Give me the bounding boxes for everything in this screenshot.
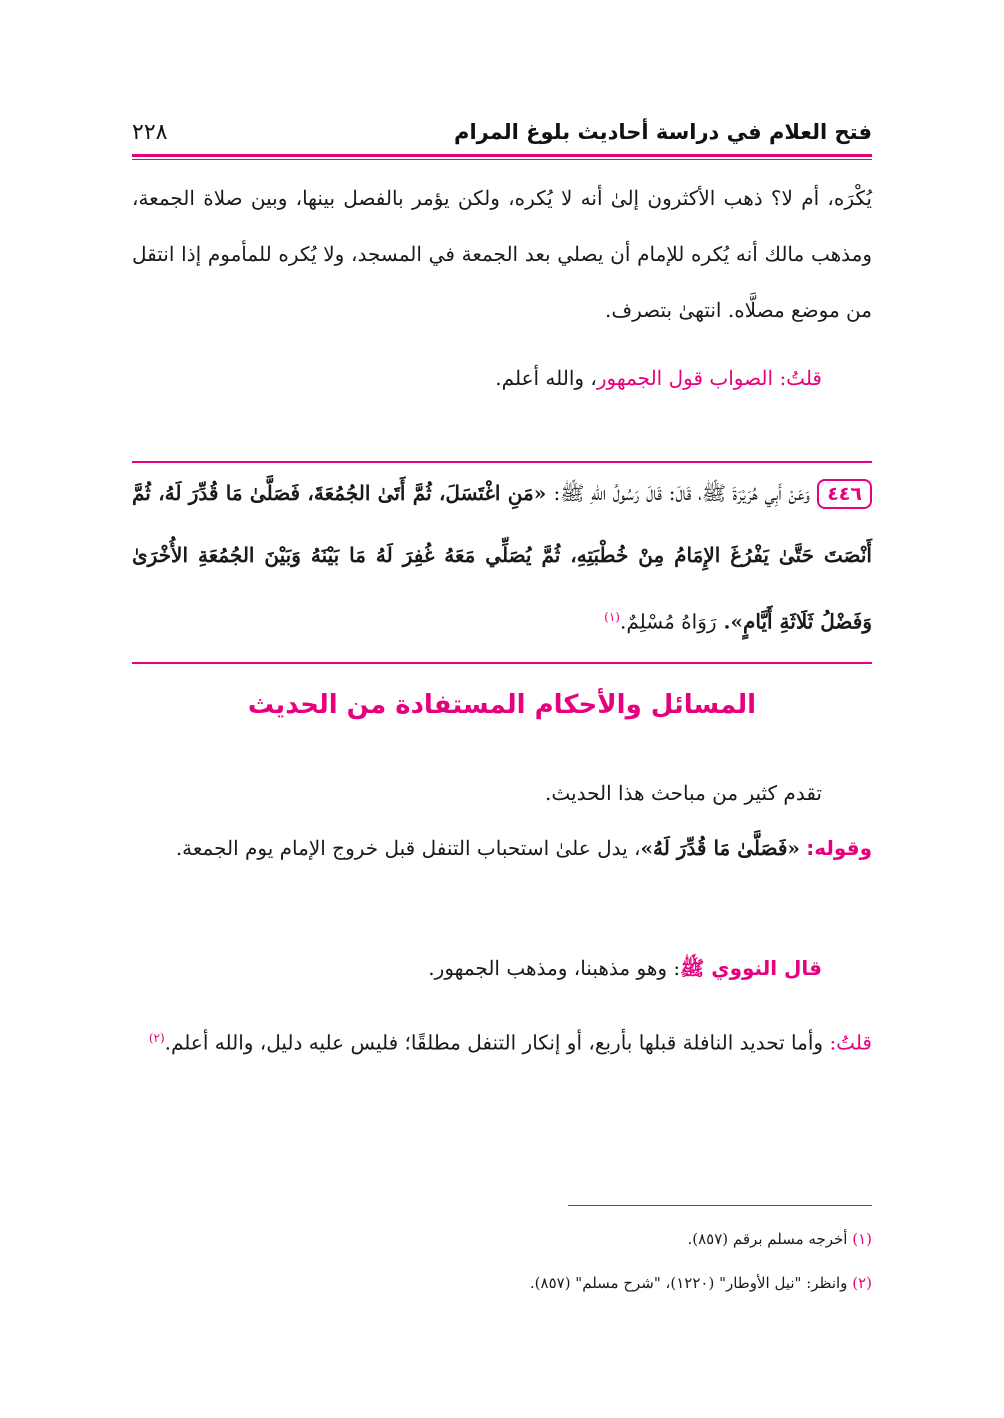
footnote-1 — [132, 1228, 872, 1250]
footnote-text: أخرجه مسلم برقم (٨٥٧). — [687, 1230, 848, 1248]
body-paragraph-3-rest: : وهو مذهبنا، ومذهب الجمهور. — [428, 956, 681, 980]
hadith-source: رَوَاهُ مُسْلِمٌ. — [619, 609, 717, 634]
section-title: المسائل والأحكام المستفادة من الحديث — [247, 690, 757, 720]
body-paragraph-4 — [132, 1010, 872, 1071]
hadith-intro: وَعَنْ أَبِي هُرَيْرَةَ ﷺ، قَالَ: قَالَ رَسُولُ اللهِ ﷺ: — [553, 481, 810, 505]
hadith-number-badge: ٤٤٦ — [817, 479, 872, 509]
qultu-highlight: الصواب قول الجمهور — [596, 366, 774, 390]
running-title: فتح العلام في دراسة أحاديث بلوغ المرام — [454, 120, 872, 144]
page-number: ٢٢٨ — [132, 119, 168, 145]
intro-paragraph: يُكْرَه، أم لا؟ ذهب الأكثرون إلىٰ أنه لا يُكره، ولكن يؤمر بالفصل بينها، وبين صلاة الجمعة، ومذهب مالك أنه يُكره للإمام أن يصلي بعد الجمعة في المسجد، ولا يُكره للمأموم إذا انتقل من موضع مصلَّاه. انتهىٰ بتصرف. — [132, 186, 872, 322]
qultu-label-2: قلتُ: — [829, 1030, 872, 1055]
qultu-label: قلتُ: — [779, 366, 822, 390]
footnote-text: وانظر: "نيل الأوطار" (١٢٢٠)، "شرح مسلم" (٨٥٧). — [529, 1274, 848, 1292]
body-paragraph-1: تقدم كثير من مباحث هذا الحديث. — [545, 781, 822, 805]
hadith-text: «مَنِ اغْتَسَلَ، ثُمَّ أَتَىٰ الجُمُعَةَ، فَصَلَّىٰ مَا قُدِّرَ لَهُ، ثُمَّ أَنْصَتَ حَتَّىٰ يَفْرُغَ الإِمَامُ مِنْ خُطْبَتِهِ، ثُمَّ يُصَلِّي مَعَهُ غُفِرَ لَهُ مَا بَيْنَهُ وَبَيْنَ الجُمُعَةِ الأُخْرَىٰ وَفَضْلُ ثَلَاثَةِ أَيَّامٍ». — [132, 481, 872, 634]
body-paragraph-4-rest: وأما تحديد النافلة قبلها بأربع، أو إنكار التنفل مطلقًا؛ فليس عليه دليل، والله أعلم. — [164, 1030, 830, 1055]
footnote-number: (١) — [852, 1230, 872, 1248]
qultu-rest: ، والله أعلم. — [495, 366, 597, 390]
footnote-separator — [568, 1205, 872, 1206]
footnote-ref-2[interactable]: (٢) — [148, 1031, 165, 1045]
wa-qawluhu-label: وقوله: — [806, 836, 872, 860]
hadith-block — [132, 462, 872, 653]
hadith-bottom-rule — [132, 662, 872, 664]
body-paragraph-3 — [132, 940, 822, 996]
qultu-paragraph — [132, 350, 822, 406]
footnote-number: (٢) — [852, 1274, 872, 1292]
nawawi-label: قال النووي ﷺ — [680, 956, 822, 980]
header-rule — [132, 154, 872, 157]
footnote-ref-1[interactable]: (١) — [604, 610, 620, 624]
footnote-2 — [132, 1272, 872, 1294]
quoted-phrase: «فَصَلَّىٰ مَا قُدِّرَ لَهُ» — [640, 836, 800, 860]
body-paragraph-2-rest: ، يدل علىٰ استحباب التنفل قبل خروج الإمام يوم الجمعة. — [175, 836, 641, 860]
header-rule-thin — [132, 159, 872, 160]
page-header — [132, 112, 872, 152]
body-paragraph-2 — [132, 820, 872, 876]
